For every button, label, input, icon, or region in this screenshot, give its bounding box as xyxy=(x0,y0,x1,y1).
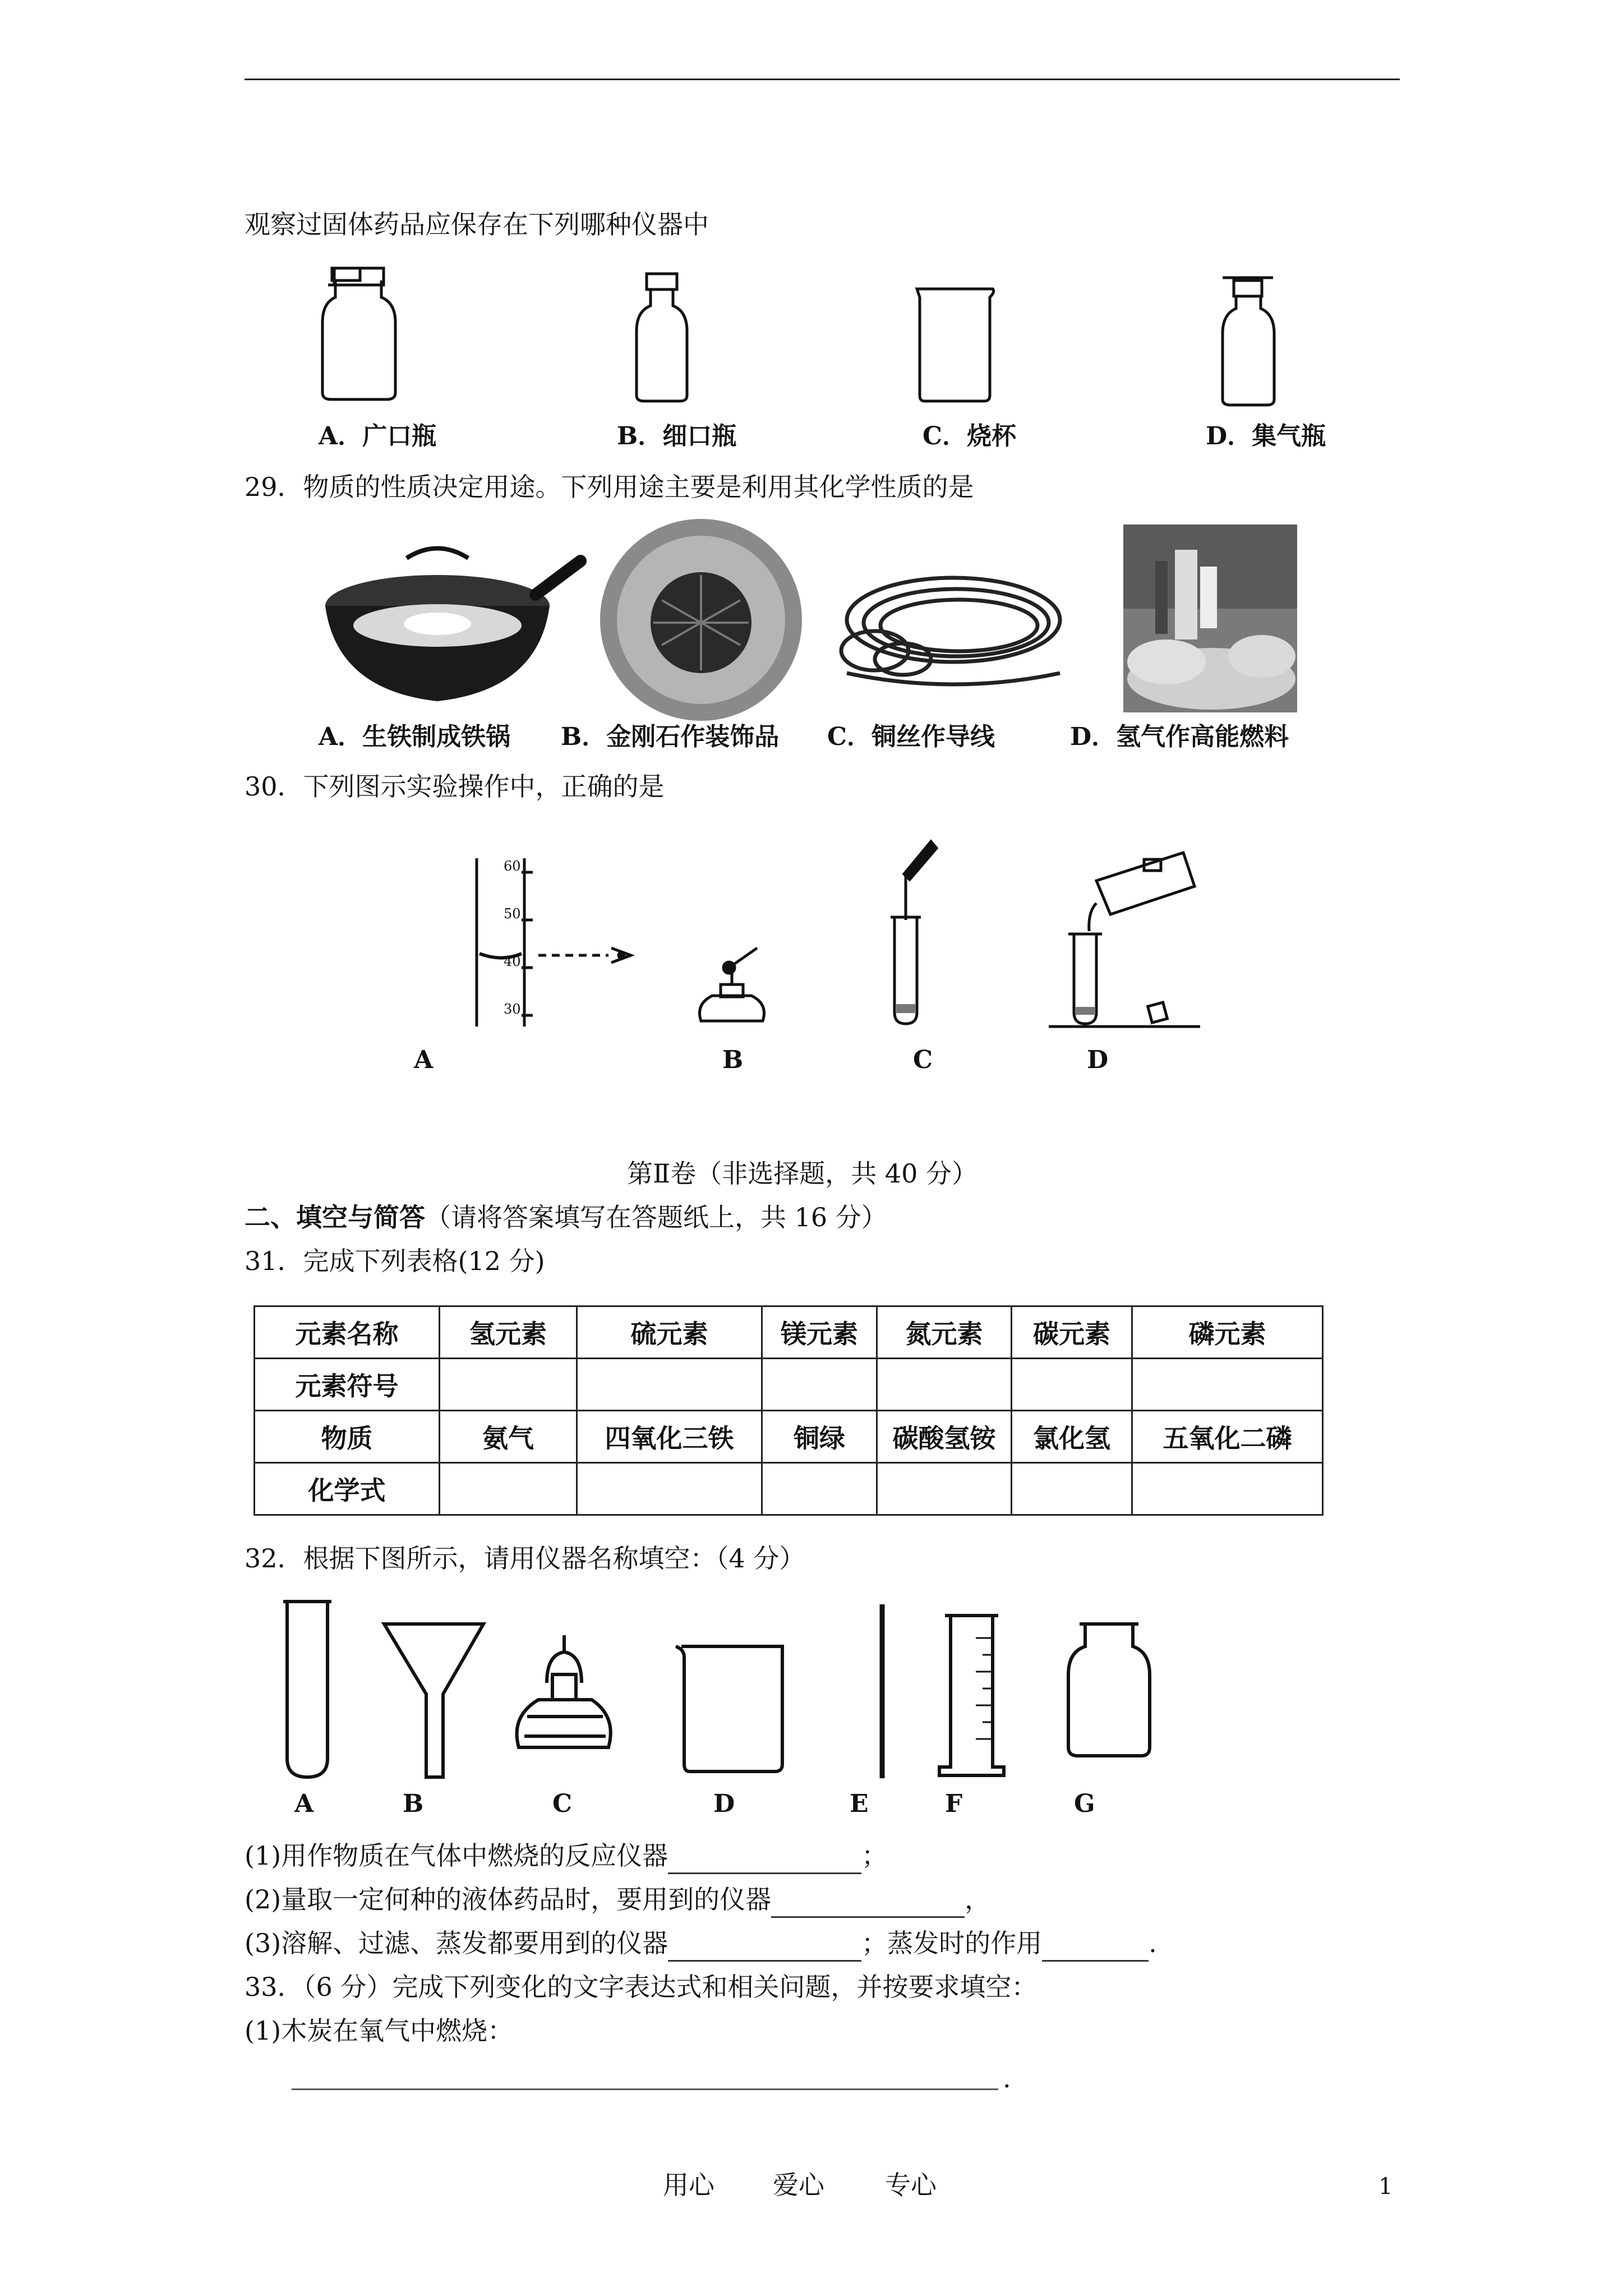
answer-blank[interactable] xyxy=(1042,1926,1149,1962)
q32-label-a: A xyxy=(294,1789,314,1818)
table-cell: 氢元素 xyxy=(440,1306,577,1359)
table-cell: 元素符号 xyxy=(255,1359,440,1411)
q32-item-3: (3)溶解、过滤、蒸发都要用到的仪器 ；蒸发时的作用 . xyxy=(245,1926,1157,1962)
q29-option-b: B．金刚石作装饰品 xyxy=(561,723,780,751)
q28-option-c: C．烧杯 xyxy=(923,422,1017,450)
q29-stem: 29．物质的性质决定用途。下列用途主要是利用其化学性质的是 xyxy=(245,472,974,502)
section-title: 二、填空与简答 xyxy=(245,1202,425,1232)
answer-line[interactable] xyxy=(292,2088,998,2090)
q33-stem: 33．（6 分）完成下列变化的文字表达式和相关问题，并按要求填空： xyxy=(245,1972,1038,2002)
q30-label-a: A xyxy=(414,1046,434,1074)
q30-label-d: D xyxy=(1087,1046,1109,1074)
cylinder-tick-30: 30 xyxy=(504,1001,521,1017)
beaker-icon xyxy=(676,1646,782,1772)
table-cell: 化学式 xyxy=(255,1463,440,1515)
q32-label-g: G xyxy=(1074,1789,1095,1818)
table-cell: 铜绿 xyxy=(762,1411,877,1463)
alcohol-lamp-icon xyxy=(517,1635,611,1747)
table-cell: 元素名称 xyxy=(255,1306,440,1359)
q28-option-d: D．集气瓶 xyxy=(1206,422,1326,450)
cylinder-tick-60: 60 xyxy=(504,858,521,874)
page-number: 1 xyxy=(1378,2174,1393,2200)
q31-stem: 31．完成下列表格(12 分) xyxy=(245,1246,545,1276)
q33-item-1: (1)木炭在氧气中燃烧： xyxy=(245,2016,514,2046)
q29-option-a: A．生铁制成铁锅 xyxy=(319,723,511,751)
footer-right: 专心 xyxy=(885,2170,937,2200)
table-cell: 物质 xyxy=(255,1411,440,1463)
table-cell: 五氧化二磷 xyxy=(1132,1411,1323,1463)
table-cell: 氮元素 xyxy=(877,1306,1012,1359)
q30-stem: 30．下列图示实验操作中，正确的是 xyxy=(245,771,665,802)
section-note: （请将答案填写在答题纸上，共 16 分） xyxy=(425,1202,887,1232)
footer-middle: 爱心 xyxy=(773,2170,824,2200)
cylinder-tick-40: 40 xyxy=(504,954,521,969)
table-cell: 氯化氢 xyxy=(1012,1411,1132,1463)
answer-line-end: . xyxy=(1003,2063,1011,2093)
table-cell: 镁元素 xyxy=(762,1306,877,1359)
cylinder-tick-50: 50 xyxy=(504,906,521,922)
table-cell: 四氧化三铁 xyxy=(577,1411,762,1463)
answer-blank[interactable] xyxy=(668,1839,861,1874)
q32-item-1: (1)用作物质在气体中燃烧的反应仪器 ； xyxy=(245,1839,887,1874)
graduated-cylinder-icon xyxy=(939,1616,1004,1775)
part2-title: 第Ⅱ卷（非选择题，共 40 分） xyxy=(627,1158,978,1189)
table-cell: 氨气 xyxy=(440,1411,577,1463)
q32-item-2: (2)量取一定何种的液体药品时，要用到的仪器 ， xyxy=(245,1883,990,1918)
q32-label-f: F xyxy=(945,1789,963,1818)
q32-label-d: D xyxy=(713,1789,735,1818)
test-tube-icon xyxy=(283,1602,331,1777)
q32-stem: 32．根据下图所示，请用仪器名称填空：（4 分） xyxy=(245,1543,805,1573)
answer-blank[interactable] xyxy=(668,1926,861,1962)
table-cell: 磷元素 xyxy=(1132,1306,1323,1359)
q29-option-c: C．铜丝作导线 xyxy=(827,723,995,751)
q32-label-e: E xyxy=(850,1789,869,1818)
table-cell: 碳元素 xyxy=(1012,1306,1132,1359)
table-cell: 碳酸氢铵 xyxy=(877,1411,1012,1463)
answer-blank[interactable] xyxy=(771,1883,965,1918)
footer-left: 用心 xyxy=(663,2170,714,2200)
q28-stem: 观察过固体药品应保存在下列哪种仪器中 xyxy=(245,209,709,240)
gas-bottle-icon xyxy=(1068,1624,1150,1756)
q28-option-b: B．细口瓶 xyxy=(617,422,737,450)
q30-label-b: B xyxy=(722,1046,744,1074)
funnel-icon xyxy=(384,1624,483,1777)
table-cell: 硫元素 xyxy=(577,1306,762,1359)
q30-label-c: C xyxy=(913,1046,933,1074)
q32-label-c: C xyxy=(552,1789,573,1818)
q32-label-b: B xyxy=(403,1789,424,1818)
q28-option-a: A．广口瓶 xyxy=(319,422,437,450)
q29-option-d: D．氢气作高能燃料 xyxy=(1070,723,1289,751)
